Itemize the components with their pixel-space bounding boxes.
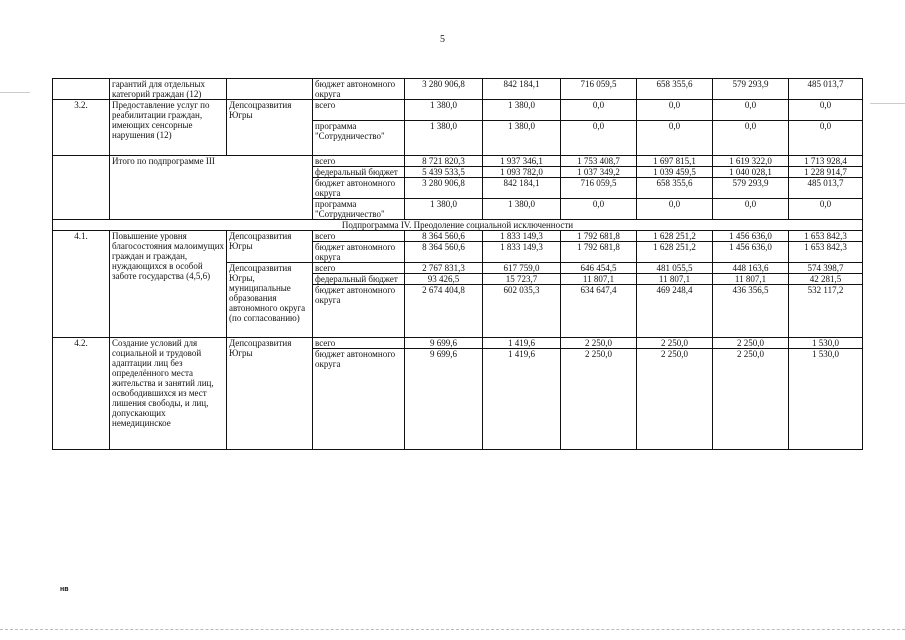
value-cell: 9 699,6 xyxy=(405,349,483,450)
value-cell: 1 456 636,0 xyxy=(713,231,789,242)
value-cell: 11 807,1 xyxy=(713,274,789,285)
value-cell: 1 753 408,7 xyxy=(561,156,637,167)
value-cell: 0,0 xyxy=(789,121,863,156)
value-cell: 0,0 xyxy=(713,199,789,220)
value-cell: 1 419,6 xyxy=(483,349,561,450)
subtotal-label: Итого по подпрограмме III xyxy=(110,156,313,220)
value-cell: 842 184,1 xyxy=(483,79,561,100)
value-cell: 436 356,5 xyxy=(713,285,789,338)
value-cell: 1 628 251,2 xyxy=(637,242,713,263)
value-cell: 0,0 xyxy=(789,199,863,220)
value-cell: 8 721 820,3 xyxy=(405,156,483,167)
scan-artifact-bottom xyxy=(0,629,905,630)
value-cell: 1 937 346,1 xyxy=(483,156,561,167)
value-cell: 5 439 533,5 xyxy=(405,167,483,178)
value-cell: 3 280 906,8 xyxy=(405,79,483,100)
executor: Депсоцразвития Югры xyxy=(227,231,313,263)
footer-mark: нв xyxy=(60,586,69,593)
value-cell: 1 792 681,8 xyxy=(561,231,637,242)
value-cell: 9 699,6 xyxy=(405,338,483,349)
funding-source: бюджет автономного округа xyxy=(313,285,405,338)
value-cell: 532 117,2 xyxy=(789,285,863,338)
value-cell: 1 697 815,1 xyxy=(637,156,713,167)
value-cell: 1 530,0 xyxy=(789,338,863,349)
funding-source: программа "Сотрудничество" xyxy=(313,121,405,156)
value-cell: 842 184,1 xyxy=(483,178,561,199)
value-cell: 2 250,0 xyxy=(637,338,713,349)
value-cell: 579 293,9 xyxy=(713,178,789,199)
value-cell: 485 013,7 xyxy=(789,79,863,100)
value-cell: 716 059,5 xyxy=(561,178,637,199)
scan-artifact-left xyxy=(0,92,30,93)
measure-name: Предоставление услуг по реабилитации граждан, имеющих сенсорные нарушения (12) xyxy=(110,100,227,156)
value-cell: 2 767 831,3 xyxy=(405,263,483,274)
table-row xyxy=(53,156,863,167)
value-cell: 658 355,6 xyxy=(637,178,713,199)
funding-source: всего xyxy=(313,231,405,242)
funding-source: программа "Сотрудничество" xyxy=(313,199,405,220)
value-cell: 716 059,5 xyxy=(561,79,637,100)
value-cell: 1 040 028,1 xyxy=(713,167,789,178)
value-cell: 485 013,7 xyxy=(789,178,863,199)
page-number: 5 xyxy=(440,34,445,45)
value-cell: 1 093 782,0 xyxy=(483,167,561,178)
funding-source: федеральный бюджет xyxy=(313,274,405,285)
value-cell: 1 653 842,3 xyxy=(789,242,863,263)
value-cell: 0,0 xyxy=(713,100,789,121)
value-cell: 646 454,5 xyxy=(561,263,637,274)
value-cell: 1 713 928,4 xyxy=(789,156,863,167)
value-cell: 42 281,5 xyxy=(789,274,863,285)
measure-name: Создание условий для социальной и трудовой адаптации лиц без определённого места жительства и занятий лиц, освободившихся из мест лишения свободы, и лиц, допускающих немедицинское xyxy=(110,338,227,450)
value-cell: 1 380,0 xyxy=(483,100,561,121)
item-number: 4.1. xyxy=(53,231,110,338)
value-cell: 0,0 xyxy=(561,100,637,121)
value-cell: 8 364 560,6 xyxy=(405,231,483,242)
funding-source: бюджет автономного округа xyxy=(313,178,405,199)
funding-source: всего xyxy=(313,338,405,349)
value-cell: 3 280 906,8 xyxy=(405,178,483,199)
funding-source: федеральный бюджет xyxy=(313,167,405,178)
measure-name: Повышение уровня благосостояния малоимущих граждан и граждан, нуждающихся в особой заботе государства (4,5,6) xyxy=(110,231,227,338)
value-cell: 8 364 560,6 xyxy=(405,242,483,263)
value-cell: 617 759,0 xyxy=(483,263,561,274)
value-cell: 1 380,0 xyxy=(483,199,561,220)
table-row xyxy=(53,220,863,231)
value-cell: 1 228 914,7 xyxy=(789,167,863,178)
value-cell: 1 380,0 xyxy=(405,199,483,220)
value-cell: 2 250,0 xyxy=(713,338,789,349)
value-cell: 469 248,4 xyxy=(637,285,713,338)
item-number: 4.2. xyxy=(53,338,110,450)
funding-source: бюджет автономного округа xyxy=(313,242,405,263)
value-cell: 1 039 459,5 xyxy=(637,167,713,178)
value-cell: 448 163,6 xyxy=(713,263,789,274)
funding-source: бюджет автономного округа xyxy=(313,349,405,450)
executor: Депсоцразвития Югры xyxy=(227,100,313,156)
value-cell: 2 674 404,8 xyxy=(405,285,483,338)
subprogram-header: Подпрограмма IV. Преодоление социальной исключенности xyxy=(53,220,863,231)
value-cell: 1 653 842,3 xyxy=(789,231,863,242)
value-cell: 1 833 149,3 xyxy=(483,231,561,242)
value-cell: 1 792 681,8 xyxy=(561,242,637,263)
value-cell: 1 456 636,0 xyxy=(713,242,789,263)
value-cell: 1 380,0 xyxy=(483,121,561,156)
value-cell: 574 398,7 xyxy=(789,263,863,274)
value-cell: 634 647,4 xyxy=(561,285,637,338)
item-number: 3.2. xyxy=(53,100,110,156)
value-cell: 0,0 xyxy=(713,121,789,156)
budget-table xyxy=(52,78,863,450)
value-cell: 0,0 xyxy=(637,199,713,220)
value-cell: 1 419,6 xyxy=(483,338,561,349)
table-row xyxy=(53,79,863,100)
value-cell: 579 293,9 xyxy=(713,79,789,100)
value-cell: 93 426,5 xyxy=(405,274,483,285)
value-cell: 1 380,0 xyxy=(405,100,483,121)
value-cell: 0,0 xyxy=(637,100,713,121)
value-cell: 1 619 322,0 xyxy=(713,156,789,167)
value-cell: 658 355,6 xyxy=(637,79,713,100)
value-cell: 1 628 251,2 xyxy=(637,231,713,242)
value-cell: 2 250,0 xyxy=(713,349,789,450)
funding-source: всего xyxy=(313,156,405,167)
executor: Депсоцразвития Югры xyxy=(227,338,313,450)
value-cell: 602 035,3 xyxy=(483,285,561,338)
value-cell: 1 380,0 xyxy=(405,121,483,156)
executor: Депсоцразвития Югры, муниципальные образования автономного округа (по согласованию) xyxy=(227,263,313,338)
value-cell: 2 250,0 xyxy=(637,349,713,450)
value-cell: 11 807,1 xyxy=(561,274,637,285)
funding-source: всего xyxy=(313,100,405,121)
value-cell: 0,0 xyxy=(561,121,637,156)
value-cell: 481 055,5 xyxy=(637,263,713,274)
funding-source: бюджет автономного округа xyxy=(313,79,405,100)
value-cell: 2 250,0 xyxy=(561,338,637,349)
value-cell: 0,0 xyxy=(561,199,637,220)
value-cell: 1 530,0 xyxy=(789,349,863,450)
value-cell: 0,0 xyxy=(789,100,863,121)
table-row xyxy=(53,100,863,121)
value-cell: 15 723,7 xyxy=(483,274,561,285)
table-row xyxy=(53,231,863,242)
funding-source: всего xyxy=(313,263,405,274)
table-row xyxy=(53,338,863,349)
value-cell: 11 807,1 xyxy=(637,274,713,285)
measure-name: гарантий для отдельных категорий граждан (12) xyxy=(110,79,227,100)
value-cell: 1 037 349,2 xyxy=(561,167,637,178)
value-cell: 2 250,0 xyxy=(561,349,637,450)
value-cell: 1 833 149,3 xyxy=(483,242,561,263)
scan-artifact-right xyxy=(870,103,905,104)
value-cell: 0,0 xyxy=(637,121,713,156)
